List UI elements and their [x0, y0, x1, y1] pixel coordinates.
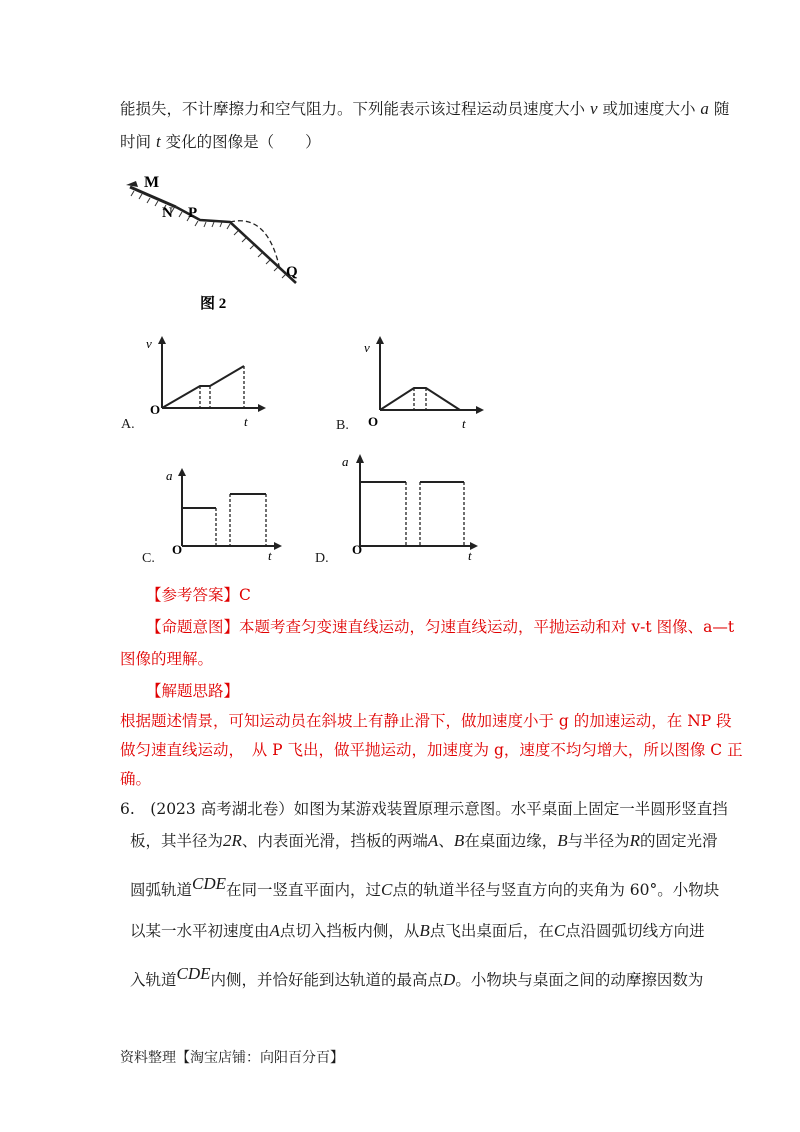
origin-label: O — [150, 402, 161, 417]
origin-label: O — [368, 414, 379, 429]
var-a: a — [700, 99, 709, 118]
var-2r: 2R — [223, 831, 242, 850]
var-a-point: A — [269, 921, 280, 940]
q6-line-5 — [130, 964, 704, 990]
graph-b — [358, 330, 488, 430]
graph-d — [340, 448, 485, 566]
stem-text: 时间 — [120, 133, 152, 151]
q6-text: 内侧，并恰好能到达轨道的最高点 — [210, 971, 444, 989]
q6-text: 与半径为 — [567, 832, 630, 850]
stem-text: 或加速度大小 — [602, 100, 696, 118]
q6-text: 、 — [438, 832, 454, 850]
axis-x-label: t — [468, 548, 472, 563]
q6-line-4 — [130, 919, 705, 941]
stem-line-2 — [120, 130, 321, 152]
q6-text: 入轨道 — [130, 971, 177, 989]
q6-text: 的固定光滑 — [640, 832, 718, 850]
axis-y-label: v — [364, 340, 370, 355]
var-b-point: B — [557, 831, 568, 850]
option-a-label[interactable]: A. — [121, 417, 135, 432]
slope-figure — [118, 165, 318, 315]
solution-line-3: 确。 — [120, 770, 152, 788]
stem-text: 随 — [713, 100, 730, 118]
axis-x-label: t — [268, 548, 272, 563]
figure-caption: 图 2 — [200, 296, 227, 312]
option-c-label[interactable]: C. — [142, 551, 155, 566]
point-m: M — [144, 174, 160, 191]
graph-c — [164, 462, 289, 567]
option-d-label[interactable]: D. — [315, 551, 329, 566]
var-t: t — [155, 132, 161, 151]
axis-y-label: a — [342, 454, 349, 469]
footer: 资料整理【淘宝店铺：向阳百分百】 — [120, 1050, 344, 1066]
q6-text: 以某一水平初速度由 — [130, 922, 270, 940]
var-b-point: B — [419, 921, 430, 940]
q6-text: 、内表面光滑，挡板的两端 — [241, 832, 428, 850]
graph-a — [140, 330, 270, 430]
var-d-point: D — [443, 970, 456, 989]
intent-line-2: 图像的理解。 — [120, 650, 214, 668]
q6-text: 点的轨道半径与竖直方向的夹角为 60°。小物块 — [392, 881, 720, 899]
q6-text: 板，其半径为 — [130, 832, 224, 850]
stem-text: 变化的图像是（ ） — [165, 133, 321, 151]
q6-text: 点切入挡板内侧，从 — [279, 922, 420, 940]
q6-text: 圆弧轨道 — [130, 881, 193, 899]
q6-text: 在同一竖直平面内，过 — [226, 881, 382, 899]
origin-label: O — [172, 542, 183, 557]
point-p: P — [188, 205, 198, 221]
q6-text: 点飞出桌面后，在 — [429, 922, 554, 940]
var-r: R — [629, 831, 641, 850]
option-b-label[interactable]: B. — [336, 418, 349, 433]
point-n: N — [162, 205, 173, 221]
stem-line-1 — [120, 97, 729, 119]
stem-text: 能损失，不计摩擦力和空气阻力。下列能表示该过程运动员速度大小 — [120, 100, 586, 118]
arc-cde: CDE — [176, 964, 211, 983]
axis-y-label: v — [146, 336, 152, 351]
var-b-point: B — [453, 831, 465, 850]
axis-y-label: a — [166, 468, 173, 483]
axis-x-label: t — [462, 416, 466, 430]
q6-text: 在桌面边缘， — [464, 832, 558, 850]
reference-answer: 【参考答案】C — [146, 586, 251, 604]
intent-line-1: 【命题意图】本题考查匀变速直线运动，匀速直线运动，平抛运动和对 v-t 图像、a—t — [146, 618, 735, 636]
q6-line-2 — [130, 829, 718, 851]
solution-line-2: 做匀速直线运动， 从 P 飞出，做平抛运动，加速度为 g，速度不均匀增大，所以图像 C 正 — [120, 741, 743, 759]
var-c-point: C — [553, 921, 566, 940]
axis-x-label: t — [244, 414, 248, 429]
point-q: Q — [286, 264, 298, 280]
solution-line-1: 根据题述情景，可知运动员在斜坡上有静止滑下，做加速度小于 g 的加速运动，在 NP 段 — [120, 712, 732, 730]
origin-label: O — [352, 542, 363, 557]
q6-line-1: 6. (2023 高考湖北卷）如图为某游戏装置原理示意图。水平桌面上固定一半圆形竖直挡 — [120, 800, 728, 818]
var-a-point: A — [427, 831, 439, 850]
arc-cde: CDE — [192, 874, 227, 893]
var-c-point: C — [381, 880, 393, 899]
q6-text: 点沿圆弧切线方向进 — [565, 922, 705, 940]
solution-title: 【解题思路】 — [146, 682, 240, 700]
q6-line-3 — [130, 874, 720, 900]
var-v: v — [589, 99, 598, 118]
q6-text: 。小物块与桌面之间的动摩擦因数为 — [455, 971, 704, 989]
